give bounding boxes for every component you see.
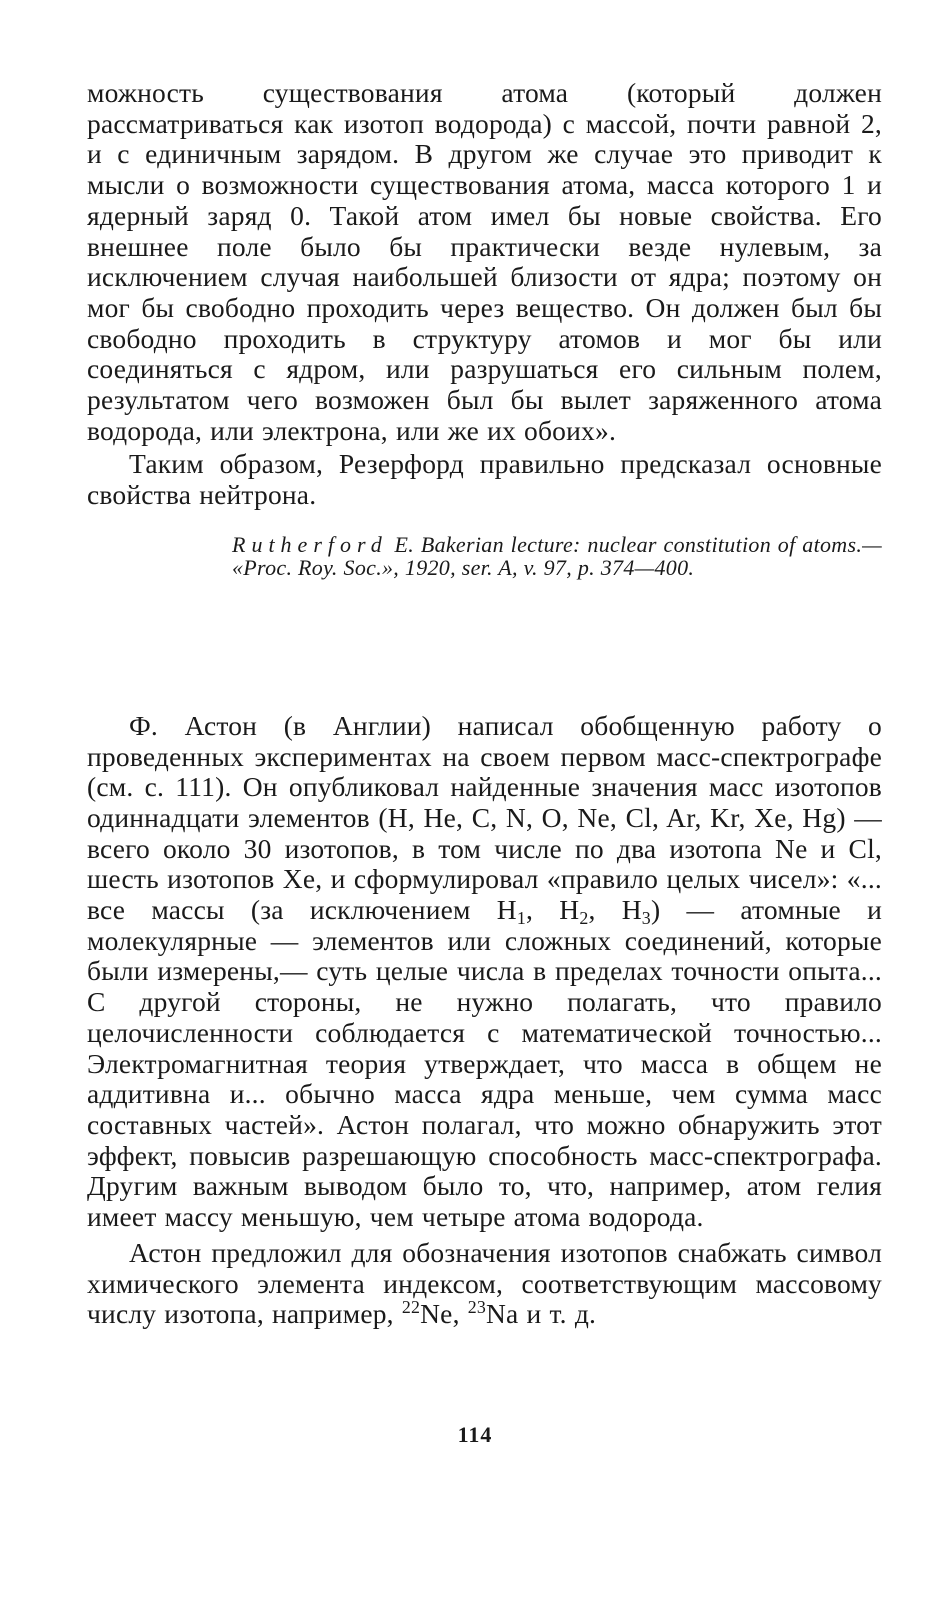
paragraph-aston [87,711,882,1233]
subscript-2: 2 [579,908,589,929]
reference-citation [232,533,882,580]
hydrogen-symbol-1: H [496,894,517,926]
mass-number-23: 23 [467,1297,486,1318]
notation-text-part-2: и т. д. [518,1298,597,1330]
page-number: 114 [457,1422,493,1447]
aston-text-part-1: Ф. Астон (в Англии) написал обобщенную работу о проведенных экспериментах на своем первом масс-спектрографе (см. с. 111). Он опубликовал найденные значения масс изотопов одиннадцати элементов (H, He, C, N, O, Ne, Cl, Ar, Kr, Xe, Hg) — всего около 30 изотопов, в том числе по два изотопа Ne и Cl, шесть изотопов Xe, и сформулировал «правило целых чисел»: «... все массы (за исключением [87,709,882,926]
element-na: Na [486,1298,519,1330]
hydrogen-symbol-3: H [621,894,642,926]
aston-text-part-2: ) — атомные и молекулярные — элементов или сложных соединений, которые были измерены,— суть целые числа в пределах точности опыта... С другой стороны, не нужно полагать, что правило целочисленности соблюдается с математической точностью... Электромагнитная теория утверждает, что масса в общем не аддитивна и... обычно масса ядра меньше, чем сумма масс составных частей». Астон полагал, что можно обнаружить этот эффект, повысив разрешающую способность масс-спектрографа. Другим важным выводом было то, что, например, атом гелия имеет массу меньшую, чем четыре атома водорода. [87,894,883,1233]
separator-2: , [588,894,622,926]
reference-details: E. Bakerian lecture: nuclear constitution of atoms.— «Proc. Roy. Soc.», 1920, ser. A, v. 97, p. 374—400. [232,531,882,581]
paragraph-rutherford-conclusion: Таким образом, Резерфорд правильно предсказал основные свойства нейтрона. [87,448,882,511]
hydrogen-symbol-2: H [559,894,580,926]
subscript-3: 3 [641,908,651,929]
mass-number-22: 22 [401,1297,421,1318]
paragraph-isotope-notation [87,1238,882,1330]
section-gap [87,580,882,711]
paragraph-rutherford-quote: можность существования атома (который должен рассматриваться как изотоп водорода) с массой, почти равной 2, и с единичным зарядом. В другом же случае это приводит к мысли о возможности существования атома, масса которого 1 и ядерный заряд 0. Такой атом имел бы новые свойства. Его внешнее поле было бы практически везде нулевым, за исключением случая наибольшей близости от ядра; поэтому он мог бы свободно проходить через вещество. Он должен был бы свободно проходить в структуру атомов и мог бы или соединяться с ядром, или разрушаться его сильным полем, результатом чего возможен был бы вылет заряженного атома водорода, или электрона, или же их обоих». [87,77,882,446]
notation-separator: , [452,1298,468,1330]
separator-1: , [526,894,560,926]
element-ne: Ne [420,1298,453,1330]
notation-text-part-1: Астон предложил для обозначения изотопов снабжать символ химического элемента индексом, соответствующим массовому числу изотопа, например, [87,1236,882,1330]
reference-author: Rutherford [232,531,388,557]
subscript-1: 1 [516,908,526,929]
